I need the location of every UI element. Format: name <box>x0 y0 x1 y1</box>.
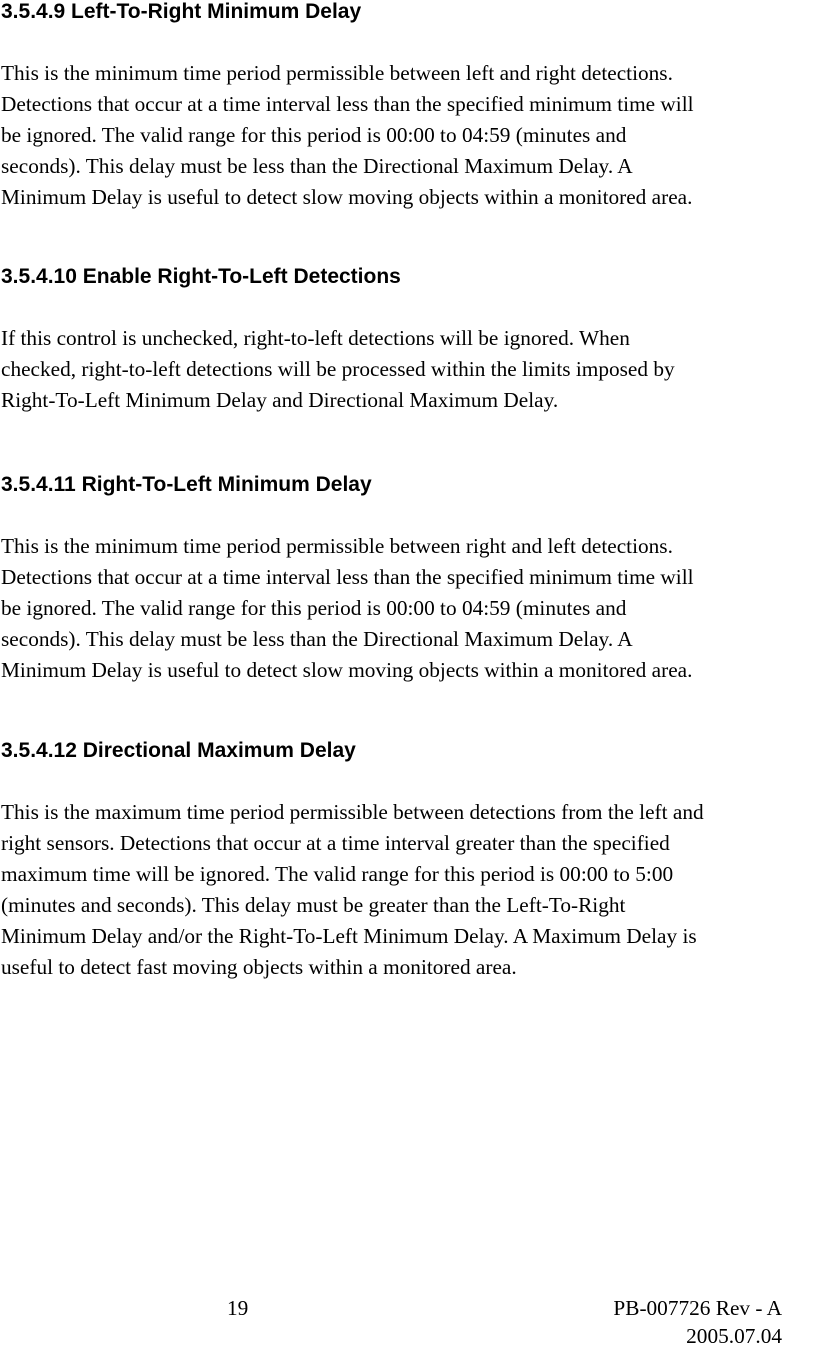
document-number: PB-007726 Rev - A <box>613 1296 782 1320</box>
section-paragraph <box>1 323 823 416</box>
section-paragraph <box>1 797 823 983</box>
document-revision <box>613 1294 782 1350</box>
section-paragraph <box>1 531 823 686</box>
paragraph-line: useful to detect fast moving objects within a monitored area. <box>1 955 517 979</box>
paragraph-line: be ignored. The valid range for this period is 00:00 to 04:59 (minutes and <box>1 596 627 620</box>
paragraph-line: Right-To-Left Minimum Delay and Directional Maximum Delay. <box>1 388 559 412</box>
section-left-to-right-minimum-delay <box>1 0 823 213</box>
paragraph-line: checked, right-to-left detections will be processed within the limits imposed by <box>1 357 675 381</box>
section-right-to-left-minimum-delay <box>1 473 823 686</box>
section-heading: 3.5.4.10 Enable Right-To-Left Detections <box>1 265 401 288</box>
paragraph-line: Minimum Delay is useful to detect slow moving objects within a monitored area. <box>1 185 693 209</box>
paragraph-line: be ignored. The valid range for this period is 00:00 to 04:59 (minutes and <box>1 123 627 147</box>
paragraph-line: (minutes and seconds). This delay must be greater than the Left-To-Right <box>1 893 626 917</box>
section-directional-maximum-delay <box>1 739 823 983</box>
paragraph-line: Minimum Delay and/or the Right-To-Left Minimum Delay. A Maximum Delay is <box>1 924 697 948</box>
paragraph-line: Detections that occur at a time interval less than the specified minimum time will <box>1 92 694 116</box>
paragraph-line: If this control is unchecked, right-to-left detections will be ignored. When <box>1 326 630 350</box>
page-number: 19 <box>227 1296 249 1320</box>
paragraph-line: right sensors. Detections that occur at a time interval greater than the specified <box>1 831 670 855</box>
paragraph-line: This is the minimum time period permissible between right and left detections. <box>1 534 673 558</box>
paragraph-line: maximum time will be ignored. The valid range for this period is 00:00 to 5:00 <box>1 862 674 886</box>
paragraph-line: seconds). This delay must be less than the Directional Maximum Delay. A <box>1 154 633 178</box>
section-heading: 3.5.4.9 Left-To-Right Minimum Delay <box>1 0 362 23</box>
document-date: 2005.07.04 <box>686 1324 782 1348</box>
section-heading: 3.5.4.12 Directional Maximum Delay <box>1 739 356 762</box>
paragraph-line: Minimum Delay is useful to detect slow moving objects within a monitored area. <box>1 658 693 682</box>
section-heading: 3.5.4.11 Right-To-Left Minimum Delay <box>1 473 372 496</box>
paragraph-line: seconds). This delay must be less than the Directional Maximum Delay. A <box>1 627 633 651</box>
paragraph-line: Detections that occur at a time interval less than the specified minimum time will <box>1 565 694 589</box>
section-paragraph <box>1 58 823 213</box>
paragraph-line: This is the minimum time period permissible between left and right detections. <box>1 61 673 85</box>
paragraph-line: This is the maximum time period permissible between detections from the left and <box>1 800 704 824</box>
section-enable-right-to-left-detections <box>1 265 823 416</box>
